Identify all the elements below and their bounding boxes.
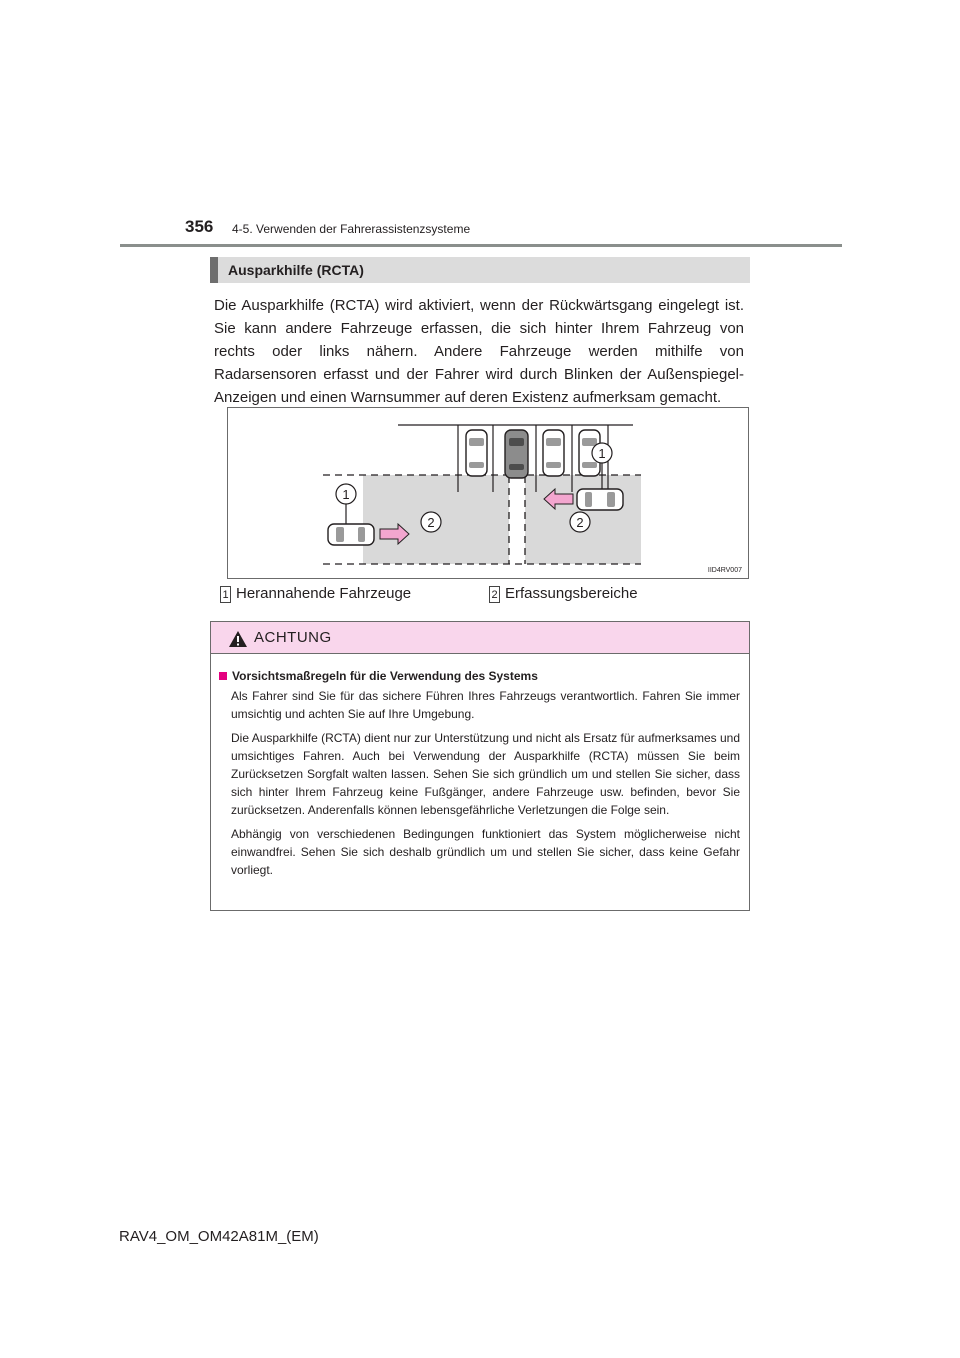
intro-paragraph: Die Ausparkhilfe (RCTA) wird aktiviert, wenn der Rückwärtsgang eingelegt ist. Sie kann andere Fahrzeuge erfassen, die sich hinter Ihrem Fahrzeug von rechts oder links nähern. Andere Fahrzeuge werden mithilfe von Radarsensoren erfasst und der Fahrer wird durch Blinken der Außenspiegel-Anzeigen und einen Warnsummer auf deren Existenz aufmerksam gemacht. (214, 297, 744, 406)
callout-1-left-text: 1 (342, 487, 350, 502)
figure-code: IID4RV007 (707, 567, 742, 574)
callout-2-right-text: 2 (576, 515, 584, 530)
warning-box (210, 621, 750, 911)
subheading (210, 257, 750, 283)
warning-title-text: Vorsichtsmaßregeln für die Verwendung des Systems (232, 669, 538, 683)
legend-number-2: 2 (489, 586, 500, 603)
legend-number-1: 1 (220, 586, 231, 603)
approaching-car-right (577, 489, 623, 510)
warning-paragraph-2: Die Ausparkhilfe (RCTA) dient nur zur Unterstützung und nicht als Ersatz für aufmerksames und umsichtiges Fahren. Auch bei Verwendung der Ausparkhilfe (RCTA) müssen Sie beim Zurücksetzen Sorgfalt walten lassen. Sehen Sie sich gründlich um und stellen Sie sicher, dass sich hinter Ihrem Fahrzeug keine Fußgänger, andere Fahrzeuge usw. befinden, bevor Sie zurücksetzen. Anderenfalls können lebensgefährliche Verletzungen die Folge sein. (231, 731, 740, 817)
warning-header (211, 622, 749, 654)
callout-2-left (421, 512, 441, 532)
page-number: 356 (185, 217, 214, 236)
warning-body (219, 667, 740, 885)
warning-title (219, 667, 740, 685)
callout-2-left-text: 2 (427, 515, 435, 530)
warning-triangle-icon (228, 630, 248, 648)
bullet-square-icon (219, 672, 227, 680)
footer-doc-id: RAV4_OM_OM42A81M_(EM) (119, 1228, 319, 1245)
warning-paragraph-1: Als Fahrer sind Sie für das sichere Führen Ihres Fahrzeugs verantwortlich. Fahren Sie immer umsichtig und achten Sie auf Ihre Umgebung. (231, 689, 740, 721)
section-title: 4-5. Verwenden der Fahrerassistenzsysteme (232, 222, 471, 236)
warning-paragraph-3: Abhängig von verschiedenen Bedingungen funktioniert das System möglicherweise nicht einwandfrei. Sehen Sie sich deshalb gründlich um und stellen Sie sicher, dass keine Gefahr vorliegt. (231, 827, 740, 877)
callout-2-right (570, 512, 590, 532)
callout-1-left (336, 484, 356, 524)
subheading-label: Ausparkhilfe (RCTA) (228, 262, 364, 278)
legend-text-1: Herannahende Fahrzeuge (236, 585, 412, 602)
rcta-diagram (228, 408, 748, 578)
header-rule (120, 244, 842, 247)
parked-car-1 (466, 430, 487, 476)
rcta-illustration (227, 407, 749, 579)
approaching-car-left (328, 524, 374, 545)
legend-item-2 (489, 585, 638, 603)
legend-item-1 (220, 585, 411, 603)
callout-1-right-text: 1 (598, 446, 606, 461)
ego-car (505, 430, 528, 478)
legend-text-2: Erfassungsbereiche (505, 585, 638, 602)
parked-car-2 (543, 430, 564, 476)
warning-label: ACHTUNG (254, 629, 332, 646)
